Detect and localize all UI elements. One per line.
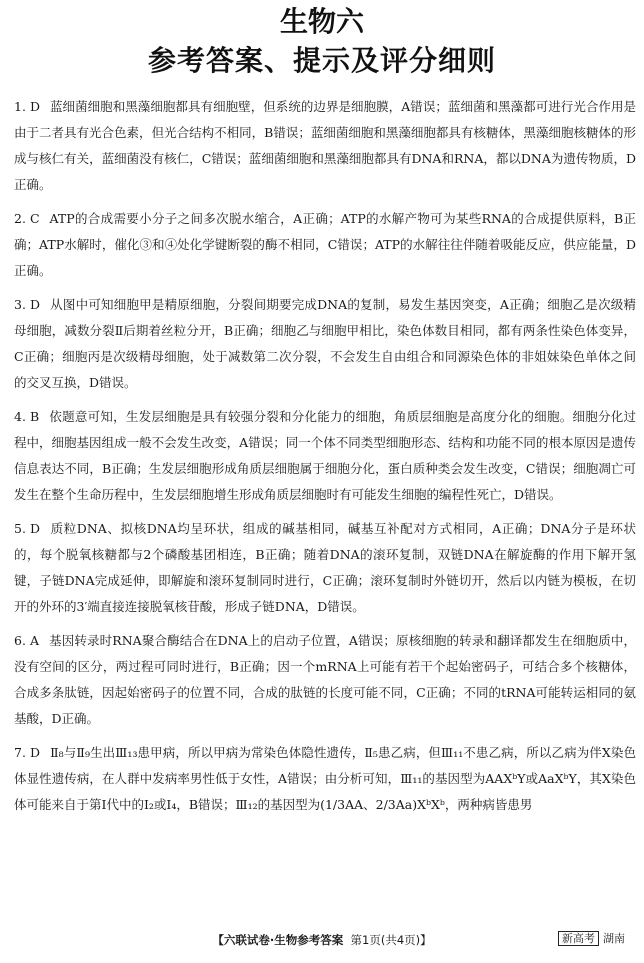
footer-exam-info bbox=[0, 928, 644, 952]
question-explanation: 基因转录时RNA聚合酶结合在DNA上的启动子位置，A错误；原核细胞的转录和翻译都发生在细胞质中，没有空间的区分，两过程可同时进行，B正确；因一个mRNA上可能有若干个起始密码子，可结合多个核糖体，合成多条肽链，因起始密码子的位置不同，合成的肽链的长度可能不同，C正确；不同的tRNA可能转运相同的氨基酸，D正确。 bbox=[14, 633, 636, 726]
question-number: 3. bbox=[14, 297, 26, 312]
question-item-1 bbox=[14, 94, 636, 198]
page-title: 生物六 bbox=[279, 5, 364, 38]
question-item-6 bbox=[14, 628, 636, 732]
question-item-7 bbox=[14, 740, 636, 818]
question-number: 7. bbox=[14, 745, 26, 760]
page-footer bbox=[0, 928, 644, 952]
question-number: 2. bbox=[14, 211, 26, 226]
question-number: 6. bbox=[14, 633, 26, 648]
region-badge bbox=[558, 931, 625, 947]
question-answer: D bbox=[29, 745, 40, 760]
question-explanation: 依题意可知，生发层细胞是具有较强分裂和分化能力的细胞，角质层细胞是高度分化的细胞。细胞分化过程中，细胞基因组成一般不会发生改变，A错误；同一个体不同类型细胞形态、结构和功能不同的根本原因是遗传信息表达不同，B正确；生发层细胞形成角质层细胞属于细胞分化，蛋白质种类会发生改变，C错误；细胞凋亡可发生在整个生命历程中，生发层细胞增生形成角质层细胞时有可能发生细胞的编程性死亡，D错误。 bbox=[14, 409, 636, 502]
question-answer: D bbox=[29, 99, 40, 114]
question-explanation: ATP的合成需要小分子之间多次脱水缩合，A正确；ATP的水解产物可为某些RNA的合成提供原料，B正确；ATP水解时，催化③和④处化学键断裂的酶不相同，C错误；ATP的水解往往伴随着吸能反应，供应能量，D正确。 bbox=[14, 211, 636, 278]
page-subtitle: 参考答案、提示及评分细则 bbox=[147, 44, 496, 77]
question-explanation: 质粒DNA、拟核DNA均呈环状，组成的碱基相同，碱基互补配对方式相同，A正确；DNA分子是环状的，每个脱氧核糖都与2个磷酸基团相连，B正确；随着DNA的滚环复制，双链DNA在解旋酶的作用下解开氢键，子链DNA完成延伸，即解旋和滚环复制同时进行，C正确；滚环复制时外链切开，然后以内链为模板，在切开的外环的3′端直接连接脱氧核苷酸，形成子链DNA，D错误。 bbox=[14, 521, 636, 614]
footer-page-info: 第1页(共4页)】 bbox=[350, 933, 432, 947]
question-number: 1. bbox=[14, 99, 26, 114]
question-item-2 bbox=[14, 206, 636, 284]
badge-region: 湖南 bbox=[603, 932, 625, 945]
question-answer: C bbox=[29, 211, 40, 226]
question-answer: A bbox=[29, 633, 39, 648]
badge-label: 新高考 bbox=[558, 931, 599, 946]
footer-exam-name: 【六联试卷·生物参考答案 bbox=[212, 933, 344, 947]
question-item-3 bbox=[14, 292, 636, 396]
question-answer: D bbox=[29, 521, 40, 536]
question-explanation: 蓝细菌细胞和黑藻细胞都具有细胞壁，但系统的边界是细胞膜，A错误；蓝细菌和黑藻都可进行光合作用是由于二者具有光合色素，但光合结构不相同，B错误；蓝细菌细胞和黑藻细胞都具有核糖体，黑藻细胞核糖体的形成与核仁有关，蓝细菌没有核仁，C错误；蓝细菌细胞和黑藻细胞都具有DNA和RNA，都以DNA为遗传物质，D正确。 bbox=[14, 99, 636, 192]
question-number: 5. bbox=[14, 521, 26, 536]
question-number: 4. bbox=[14, 409, 26, 424]
question-explanation: Ⅱ₈与Ⅱ₉生出Ⅲ₁₃患甲病，所以甲病为常染色体隐性遗传，Ⅱ₅患乙病，但Ⅲ₁₁不患乙病，所以乙病为伴X染色体显性遗传病，在人群中发病率男性低于女性，A错误；由分析可知，Ⅲ₁₁的基因型为AAXᵇY或AaXᵇY，其X染色体可能来自于第Ⅰ代中的Ⅰ₂或Ⅰ₄，B错误；Ⅲ₁₂的基因型为(1/3AA、2/3Aa)XᵇXᵇ，两种病皆患男 bbox=[14, 745, 636, 812]
question-answer: D bbox=[29, 297, 40, 312]
question-explanation: 从图中可知细胞甲是精原细胞，分裂间期要完成DNA的复制，易发生基因突变，A正确；细胞乙是次级精母细胞，减数分裂Ⅱ后期着丝粒分开，B正确；细胞乙与细胞甲相比，染色体数目相同，都有两条性染色体变异，C正确；细胞丙是次级精母细胞，处于减数第二次分裂，不会发生自由组合和同源染色体的非姐妹染色单体之间的交叉互换，D错误。 bbox=[14, 297, 636, 390]
answer-list bbox=[14, 94, 636, 826]
question-item-4 bbox=[14, 404, 636, 508]
question-item-5 bbox=[14, 516, 636, 620]
question-answer: B bbox=[29, 409, 40, 424]
